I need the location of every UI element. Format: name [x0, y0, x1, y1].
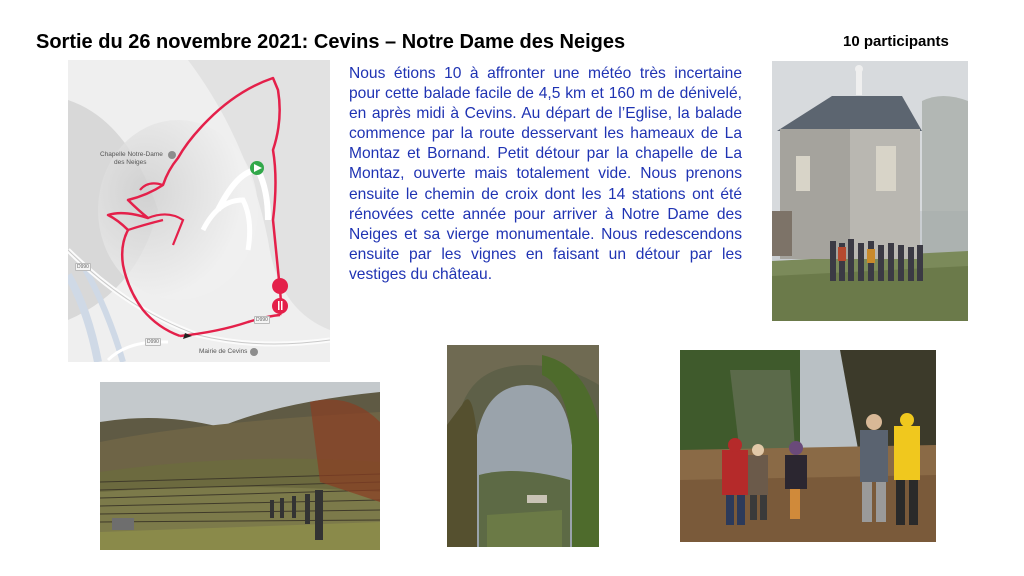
castle-ruins-arch-photo [447, 345, 599, 547]
slide-title: Sortie du 26 novembre 2021: Cevins – Notre Dame des Neiges [36, 31, 626, 53]
outing-description: Nous étions 10 à affronter une météo très incertaine pour cette balade facile de 4,5 km et 160 m de dénivelé, en après midi à Cevins. Au départ de l’Eglise, la balade commence par la route desservant les hameaux de La Montaz et Bornand. Petit détour par la chapelle de La Montaz, ouverte mais totalement vide. Nous prenons ensuite le chemin de croix dont les 14 stations ont été rénovées cette année pour arriver à Notre Dame des Neiges et sa vierge monumentale. Nous redescendons ensuite par les vignes en faisant un détour par les vestiges du château. [349, 65, 742, 283]
map-mairie-label: Mairie de Cevins [199, 348, 248, 355]
map-road-label: D990 [256, 317, 268, 323]
map-road-label: D990 [147, 339, 159, 345]
group-photo [680, 350, 936, 542]
route-map [68, 60, 330, 362]
chapel-photo [772, 61, 968, 321]
map-chapel-label: Chapelle Notre-Dame [100, 151, 163, 158]
participants-count: 10 participants [843, 33, 949, 50]
vineyard-photo [100, 382, 380, 550]
map-chapel-label-2: des Neiges [114, 159, 147, 166]
route-map-graphic [68, 60, 330, 362]
map-road-label: D990 [77, 264, 89, 270]
